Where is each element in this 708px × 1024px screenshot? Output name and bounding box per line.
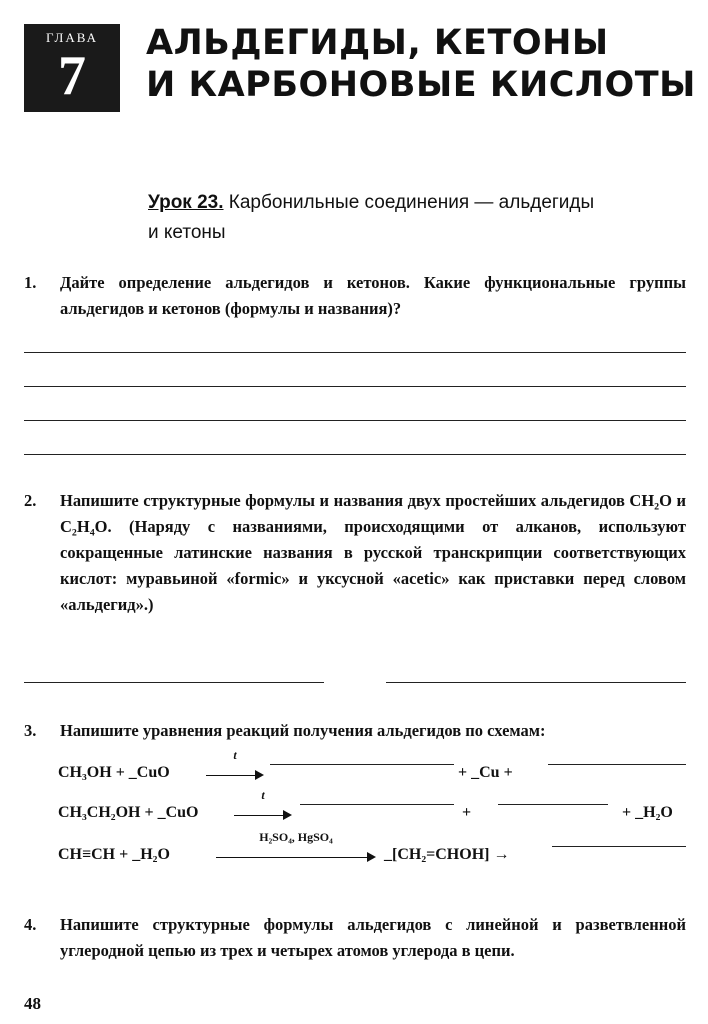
answer-line[interactable] [24, 682, 324, 683]
equation-reactants: CH≡CH + _H₂O [58, 846, 170, 863]
chapter-label: ГЛАВА [46, 30, 98, 45]
reaction-condition: H₂SO₄, HgSO₄ [259, 830, 333, 844]
question-4 [24, 912, 686, 964]
question-text: Напишите структурные формулы и названия двух простейших альдегидов CH₂O и C₂H₄O. (Наряду с названиями, происходящими от алканов, используют сокращенные латинские названия в русской транскрипции соответствующих кислот: муравьиной «formic» и уксусной «acetic» как приставки перед словом «альдегид».) [60, 491, 686, 614]
question-text: Напишите уравнения реакций получения альдегидов по схемам: [60, 721, 546, 740]
chapter-number: 7 [58, 45, 86, 107]
equation-3 [58, 830, 688, 870]
chapter-badge [24, 24, 120, 112]
answer-line[interactable] [386, 682, 686, 683]
reaction-condition: t [261, 788, 265, 802]
chapter-title-line1: АЛЬДЕГИДЫ, КЕТОНЫ [146, 23, 609, 63]
reaction-condition: t [233, 748, 237, 762]
equation-products: + _H₂O [622, 804, 673, 821]
answer-line[interactable] [24, 386, 686, 387]
answer-blank[interactable] [270, 764, 454, 765]
question-number: 1. [24, 273, 37, 292]
equation-plus: + _Cu + [458, 764, 513, 781]
lesson-heading [148, 188, 688, 248]
answer-line[interactable] [24, 420, 686, 421]
equation-reactants: CH₃OH + _CuO [58, 764, 170, 781]
equation-intermediate: _[CH₂=CHOH] → [384, 846, 510, 863]
question-text: Напишите структурные формулы альдегидов с линейной и разветвленной углеродной цепью из трех и четырех атомов углерода в цепи. [60, 915, 686, 960]
answer-blank[interactable] [300, 804, 454, 805]
lesson-title-line1: Карбонильные соединения — альдегиды [228, 192, 595, 213]
chapter-title [146, 22, 706, 106]
question-text: Дайте определение альдегидов и кетонов. Какие функциональные группы альдегидов и кетонов (формулы и названия)? [60, 273, 686, 318]
question-1 [24, 270, 686, 322]
answer-blank[interactable] [498, 804, 608, 805]
equation-plus: + [462, 804, 472, 821]
question-number: 2. [24, 491, 37, 510]
answer-line[interactable] [24, 454, 686, 455]
equation-reactants: CH₃CH₂OH + _CuO [58, 804, 199, 821]
equation-2 [58, 788, 688, 828]
answer-line[interactable] [24, 352, 686, 353]
question-number: 3. [24, 721, 37, 740]
chapter-title-line2: И КАРБОНОВЫЕ КИСЛОТЫ [146, 65, 696, 105]
question-3 [24, 718, 686, 744]
lesson-number: Урок 23. [148, 192, 224, 213]
question-2 [24, 488, 686, 618]
equation-1 [58, 748, 688, 788]
lesson-title-line2: и кетоны [148, 222, 226, 243]
question-number: 4. [24, 915, 37, 934]
page-number: 48 [24, 994, 41, 1013]
answer-blank[interactable] [552, 846, 686, 847]
answer-blank[interactable] [548, 764, 686, 765]
